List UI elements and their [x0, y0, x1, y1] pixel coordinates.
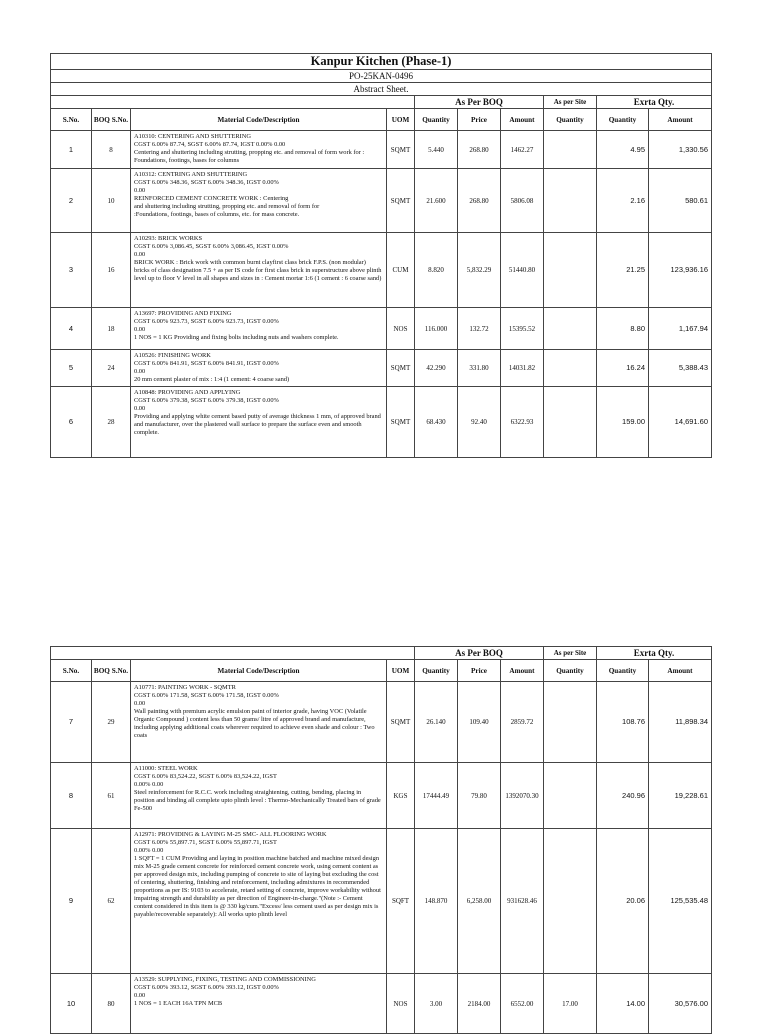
- table-row: [51, 974, 712, 1034]
- row-boq-sno: 10: [92, 169, 131, 233]
- row-boq-sno: 18: [92, 308, 131, 350]
- col-boq-sno: BOQ S.No.: [92, 660, 131, 682]
- row-boq-sno: 24: [92, 350, 131, 387]
- row-sno: 3: [51, 233, 92, 308]
- column-header-row: [51, 109, 712, 131]
- description-line: CGST 6.00% 87.74, SGST 6.00% 87.74, IGST 0.00% 0.00: [134, 141, 286, 148]
- table-row: [51, 763, 712, 829]
- row-description: [131, 387, 387, 458]
- row-boq-sno: 8: [92, 131, 131, 169]
- row-extra-quantity: 4.95: [597, 131, 649, 169]
- description-line: CGST 6.00% 348.36, SGST 6.00% 348.36, IGST 0.00%: [134, 179, 279, 186]
- row-quantity: 26.140: [415, 682, 458, 763]
- col-price: Price: [458, 660, 501, 682]
- col-price: Price: [458, 109, 501, 131]
- row-extra-amount: 11,898.34: [649, 682, 712, 763]
- row-description: [131, 169, 387, 233]
- group-as-per-boq: As Per BOQ: [415, 96, 544, 109]
- col-extra-quantity: Quantity: [597, 660, 649, 682]
- description-line: CGST 6.00% 55,897.71, SGST 6.00% 55,897.71, IGST: [134, 839, 277, 846]
- abstract-table-2: [50, 646, 712, 1034]
- group-blank: [51, 647, 415, 660]
- row-price: 2184.00: [458, 974, 501, 1034]
- description-line: A10526: FINISHING WORK: [134, 352, 211, 359]
- description-line: A13529: SUPPLYING, FIXING, TESTING AND COMMISSIONING: [134, 976, 316, 983]
- row-site-quantity: [544, 387, 597, 458]
- group-as-per-site: As per Site: [544, 647, 597, 660]
- row-amount: 1392070.30: [501, 763, 544, 829]
- row-amount: 14031.82: [501, 350, 544, 387]
- row-amount: 6322.93: [501, 387, 544, 458]
- col-extra-quantity: Quantity: [597, 109, 649, 131]
- row-quantity: 5.440: [415, 131, 458, 169]
- description-line: 0.00: [134, 326, 146, 333]
- col-sno: S.No.: [51, 109, 92, 131]
- description-line: 0.00: [134, 405, 146, 412]
- row-site-quantity: [544, 169, 597, 233]
- row-site-quantity: [544, 131, 597, 169]
- description-line: A11000: STEEL WORK: [134, 765, 198, 772]
- row-extra-amount: 14,691.60: [649, 387, 712, 458]
- description-line: 0.00% 0.00: [134, 847, 164, 854]
- col-amount: Amount: [501, 109, 544, 131]
- row-site-quantity: [544, 350, 597, 387]
- col-uom: UOM: [387, 109, 415, 131]
- row-extra-amount: 1,167.94: [649, 308, 712, 350]
- sheet-title: Kanpur Kitchen (Phase-1): [51, 54, 712, 70]
- table-row: [51, 350, 712, 387]
- row-price: 5,832.29: [458, 233, 501, 308]
- col-quantity: Quantity: [415, 109, 458, 131]
- group-extra-qty: Exrta Qty.: [597, 96, 712, 109]
- description-line: Steel reinforcement for R.C.C. work including straightening, cutting, bending, placing in position and binding all complete upto plinth level : Thermo-Mechanically Treated bars of grade Fe-500: [134, 789, 381, 812]
- col-extra-amount: Amount: [649, 660, 712, 682]
- column-header-row: [51, 660, 712, 682]
- table-row: [51, 131, 712, 169]
- description-line: A12971: PROVIDING & LAYING M-25 SMC- ALL FLOORING WORK: [134, 831, 327, 838]
- row-description: [131, 131, 387, 169]
- table-row: [51, 169, 712, 233]
- group-as-per-site: As per Site: [544, 96, 597, 109]
- description-line: REINFORCED CEMENT CONCRETE WORK : Centering: [134, 195, 289, 202]
- description-line: Wall painting with premium acrylic emulsion paint of interior grade, having VOC (Volatile Organic Compound ) content less than 50 grams/ litre of approved brand and manufacture, including applying additional coats wherever required to achieve even shade and colour : Two coats: [134, 708, 375, 739]
- group-extra-qty: Exrta Qty.: [597, 647, 712, 660]
- col-amount: Amount: [501, 660, 544, 682]
- description-line: A13697: PROVIDING AND FIXING: [134, 310, 232, 317]
- row-quantity: 8.820: [415, 233, 458, 308]
- description-line: A10310: CENTERING AND SHUTTERING: [134, 133, 251, 140]
- row-extra-quantity: 14.00: [597, 974, 649, 1034]
- table-row: [51, 387, 712, 458]
- row-amount: 931628.46: [501, 829, 544, 974]
- row-uom: SQFT: [387, 829, 415, 974]
- description-line: A10848: PROVIDING AND APPLYING: [134, 389, 241, 396]
- row-uom: SQMT: [387, 387, 415, 458]
- row-extra-quantity: 20.06: [597, 829, 649, 974]
- description-line: CGST 6.00% 393.12, SGST 6.00% 393.12, IGST 0.00%: [134, 984, 279, 991]
- row-amount: 5806.08: [501, 169, 544, 233]
- description-line: CGST 6.00% 379.38, SGST 6.00% 379.38, IGST 0.00%: [134, 397, 279, 404]
- row-sno: 2: [51, 169, 92, 233]
- row-sno: 10: [51, 974, 92, 1034]
- table-2-body: [51, 682, 712, 1034]
- col-extra-amount: Amount: [649, 109, 712, 131]
- row-site-quantity: [544, 763, 597, 829]
- row-uom: NOS: [387, 308, 415, 350]
- row-price: 268.80: [458, 169, 501, 233]
- row-extra-amount: 125,535.48: [649, 829, 712, 974]
- row-quantity: 42.290: [415, 350, 458, 387]
- description-line: 0.00: [134, 368, 146, 375]
- row-quantity: 3.00: [415, 974, 458, 1034]
- row-quantity: 68.430: [415, 387, 458, 458]
- abstract-table-1: [50, 53, 712, 458]
- row-amount: 15395.52: [501, 308, 544, 350]
- description-line: CGST 6.00% 3,086.45, SGST 6.00% 3,086.45, IGST 0.00%: [134, 243, 289, 250]
- description-line: 0.00: [134, 251, 146, 258]
- row-extra-amount: 123,936.16: [649, 233, 712, 308]
- row-quantity: 116.000: [415, 308, 458, 350]
- description-line: CGST 6.00% 841.91, SGST 6.00% 841.91, IGST 0.00%: [134, 360, 279, 367]
- description-line: CGST 6.00% 171.58, SGST 6.00% 171.58, IGST 0.00%: [134, 692, 279, 699]
- row-price: 132.72: [458, 308, 501, 350]
- row-quantity: 17444.49: [415, 763, 458, 829]
- row-extra-amount: 1,330.56: [649, 131, 712, 169]
- description-line: BRICK WORK : Brick work with common burnt clayfirst class brick F.P.S. (non modular) bricks of class designation 7.5 + as per IS code for first class brick in superstructure above plinth level up to floor V level in all shapes and sizes in : Cement mortar 1:6 (1 cement : 6 coarse sand): [134, 259, 382, 282]
- description-line: 1 NOS = 1 KG Providing and fixing bolts including nuts and washers complete.: [134, 334, 339, 341]
- col-boq-sno: BOQ S.No.: [92, 109, 131, 131]
- row-extra-amount: 580.61: [649, 169, 712, 233]
- row-sno: 8: [51, 763, 92, 829]
- row-price: 6,258.00: [458, 829, 501, 974]
- row-sno: 9: [51, 829, 92, 974]
- row-price: 79.80: [458, 763, 501, 829]
- row-description: [131, 233, 387, 308]
- table-row: [51, 829, 712, 974]
- description-line: 0.00: [134, 992, 146, 999]
- description-line: CGST 6.00% 83,524.22, SGST 6.00% 83,524.22, IGST: [134, 773, 277, 780]
- row-extra-amount: 5,388.43: [649, 350, 712, 387]
- row-extra-quantity: 21.25: [597, 233, 649, 308]
- description-line: and shuttering including strutting, propping etc. and removal of form for: [134, 203, 320, 210]
- row-description: [131, 974, 387, 1034]
- row-uom: SQMT: [387, 350, 415, 387]
- row-boq-sno: 28: [92, 387, 131, 458]
- row-description: [131, 829, 387, 974]
- row-extra-quantity: 240.96: [597, 763, 649, 829]
- row-quantity: 21.600: [415, 169, 458, 233]
- description-line: 0.00: [134, 187, 146, 194]
- row-boq-sno: 62: [92, 829, 131, 974]
- sheet-name: Abstract Sheet.: [51, 83, 712, 96]
- col-description: Material Code/Description: [131, 660, 387, 682]
- row-site-quantity: [544, 829, 597, 974]
- description-line: 20 mm cement plaster of mix : 1:4 (1 cement: 4 coarse sand): [134, 376, 290, 383]
- row-extra-quantity: 108.76: [597, 682, 649, 763]
- row-quantity: 148.870: [415, 829, 458, 974]
- row-description: [131, 308, 387, 350]
- col-sno: S.No.: [51, 660, 92, 682]
- row-price: 109.40: [458, 682, 501, 763]
- row-uom: KGS: [387, 763, 415, 829]
- description-line: :Foundations, footings, bases of columns, etc. for mass concrete.: [134, 211, 300, 218]
- description-line: CGST 6.00% 923.73, SGST 6.00% 923.73, IGST 0.00%: [134, 318, 279, 325]
- col-uom: UOM: [387, 660, 415, 682]
- description-line: Centering and shuttering including strutting, propping etc. and removal of form work for : Foundations, footings, bases for columns: [134, 149, 365, 164]
- row-price: 268.80: [458, 131, 501, 169]
- row-uom: SQMT: [387, 169, 415, 233]
- col-site-quantity: Quantity: [544, 660, 597, 682]
- row-sno: 7: [51, 682, 92, 763]
- row-extra-quantity: 16.24: [597, 350, 649, 387]
- row-site-quantity: [544, 233, 597, 308]
- row-site-quantity: 17.00: [544, 974, 597, 1034]
- row-sno: 6: [51, 387, 92, 458]
- row-uom: SQMT: [387, 131, 415, 169]
- description-line: A10771: PAINTING WORK - SQMTR: [134, 684, 236, 691]
- row-amount: 1462.27: [501, 131, 544, 169]
- row-sno: 4: [51, 308, 92, 350]
- po-number: PO-25KAN-0496: [51, 70, 712, 83]
- row-boq-sno: 29: [92, 682, 131, 763]
- group-blank: [51, 96, 415, 109]
- row-amount: 6552.00: [501, 974, 544, 1034]
- row-uom: NOS: [387, 974, 415, 1034]
- row-amount: 2859.72: [501, 682, 544, 763]
- row-uom: CUM: [387, 233, 415, 308]
- row-uom: SQMT: [387, 682, 415, 763]
- description-line: 0.00: [134, 700, 146, 707]
- description-line: Providing and applying white cement based putty of average thickness 1 mm, of approved brand and manufacturer, over the plastered wall surface to prepare the surface even and smooth complete.: [134, 413, 381, 436]
- row-extra-quantity: 2.16: [597, 169, 649, 233]
- row-description: [131, 682, 387, 763]
- row-site-quantity: [544, 682, 597, 763]
- row-price: 331.80: [458, 350, 501, 387]
- row-boq-sno: 16: [92, 233, 131, 308]
- description-line: 1 NOS = 1 EACH 16A TPN MCB: [134, 1000, 223, 1007]
- group-as-per-boq: As Per BOQ: [415, 647, 544, 660]
- table-row: [51, 682, 712, 763]
- row-extra-quantity: 159.00: [597, 387, 649, 458]
- description-line: A10312: CENTRING AND SHUTTERING: [134, 171, 248, 178]
- description-line: A10293: BRICK WORKS: [134, 235, 203, 242]
- col-quantity: Quantity: [415, 660, 458, 682]
- row-amount: 51440.80: [501, 233, 544, 308]
- table-1-body: [51, 131, 712, 458]
- col-description: Material Code/Description: [131, 109, 387, 131]
- row-site-quantity: [544, 308, 597, 350]
- row-sno: 1: [51, 131, 92, 169]
- row-boq-sno: 61: [92, 763, 131, 829]
- table-row: [51, 233, 712, 308]
- row-extra-quantity: 8.80: [597, 308, 649, 350]
- description-line: 1 SQFT = 1 CUM Providing and laying in position machine batched and machine mixed design mix M-25 grade cement concrete for reinforced cement concrete work, using cement content as per approved design mix, including pumping of concrete to site of laying but excluding the cost of centering, shuttering, finishing and reinforcement, including admixtures in recommended proportions as per IS: 9103 to accelerate, retard setting of concrete, improve workability without impairing strength and durability as per direction of Engineer-in-charge."(Note :- Cement content considered in this item is @ 330 kg/cum."Excess/ less cement used as per design mix is payable/recoverable separately): All works upto plinth level: [134, 855, 381, 918]
- row-description: [131, 350, 387, 387]
- row-boq-sno: 80: [92, 974, 131, 1034]
- row-sno: 5: [51, 350, 92, 387]
- row-price: 92.40: [458, 387, 501, 458]
- row-description: [131, 763, 387, 829]
- col-site-quantity: Quantity: [544, 109, 597, 131]
- row-extra-amount: 30,576.00: [649, 974, 712, 1034]
- table-row: [51, 308, 712, 350]
- row-extra-amount: 19,228.61: [649, 763, 712, 829]
- description-line: 0.00% 0.00: [134, 781, 164, 788]
